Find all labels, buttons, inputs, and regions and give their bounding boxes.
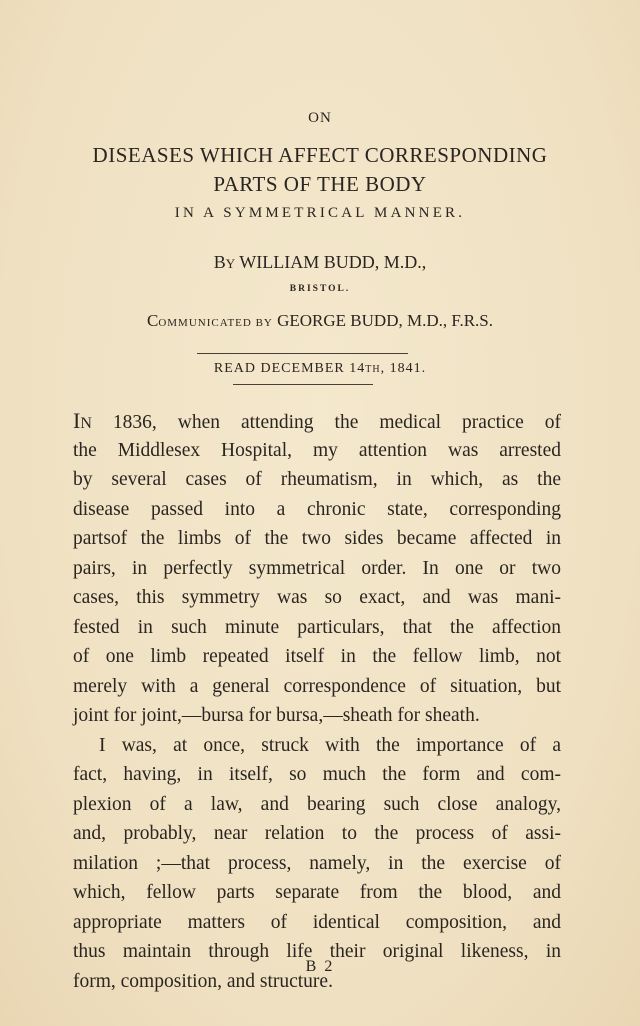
body-text: [73, 406, 561, 996]
by-rest: Y: [225, 256, 236, 271]
body-line-15: and, probably, near relation to the process of assi-: [73, 823, 561, 844]
body-line-16: milation ;—that process, namely, in the exercise of: [73, 852, 561, 874]
author-name: WILLIAM BUDD, M.D.,: [239, 252, 427, 272]
read-year: , 1841.: [380, 361, 427, 376]
communicated-initial: C: [146, 311, 159, 330]
opening-initial: I: [73, 408, 81, 433]
communicated-rest: OMMUNICATED BY: [158, 317, 273, 329]
opening-initial-rest: N: [80, 415, 92, 432]
read-prefix: READ DECEMBER 14: [213, 361, 366, 376]
author-city: BRISTOL.: [289, 284, 351, 294]
body-line-12: I was, at once, struck with the importance of a: [99, 734, 561, 756]
body-line-19: thus maintain through life their original likeness, in: [73, 941, 561, 962]
divider-rule-top: [197, 353, 408, 354]
body-line-10: merely with a general correspondence of situation, but: [73, 675, 561, 697]
body-line-5: partsof the limbs of the two sides became affected in: [73, 528, 561, 549]
title-line-2: PARTS OF THE BODY: [213, 172, 427, 196]
body-line-20: form, composition, and structure.: [73, 970, 333, 992]
body-line-7: cases, this symmetry was so exact, and was mani-: [73, 587, 561, 608]
body-line-6: pairs, in perfectly symmetrical order. In one or two: [73, 557, 561, 579]
body-line-4: disease passed into a chronic state, corresponding: [73, 498, 561, 520]
read-date-line: [0, 361, 640, 377]
title-line-1: DISEASES WHICH AFFECT CORRESPONDING: [92, 143, 548, 167]
signature-mark: B 2: [305, 958, 335, 975]
divider-rule-bottom: [233, 384, 373, 385]
body-line-1: [73, 406, 561, 436]
body-line-2: the Middlesex Hospital, my attention was arrested: [73, 439, 561, 461]
body-line-8: fested in such minute particulars, that the affection: [73, 616, 561, 638]
body-line-9: of one limb repeated itself in the fellow limb, not: [73, 646, 561, 667]
communicated-line: [0, 311, 640, 331]
body-line-3: by several cases of rheumatism, in which, as the: [73, 469, 561, 490]
preposition-on: ON: [308, 110, 332, 126]
subtitle: IN A SYMMETRICAL MANNER.: [174, 205, 466, 221]
author-line: [0, 252, 640, 273]
body-line-13: fact, having, in itself, so much the form and com-: [73, 764, 561, 785]
read-th: TH: [365, 364, 381, 375]
body-line-11: joint for joint,—bursa for bursa,—sheath for sheath.: [73, 705, 480, 726]
body-line-1-text: 1836, when attending the medical practice of: [91, 412, 561, 433]
body-line-17: which, fellow parts separate from the blood, and: [73, 882, 561, 903]
body-line-18: appropriate matters of identical composition, and: [73, 911, 561, 933]
by-initial: B: [213, 252, 226, 272]
body-line-14: plexion of a law, and bearing such close analogy,: [73, 793, 561, 815]
communicator-name: GEORGE BUDD, M.D., F.R.S.: [277, 311, 493, 330]
